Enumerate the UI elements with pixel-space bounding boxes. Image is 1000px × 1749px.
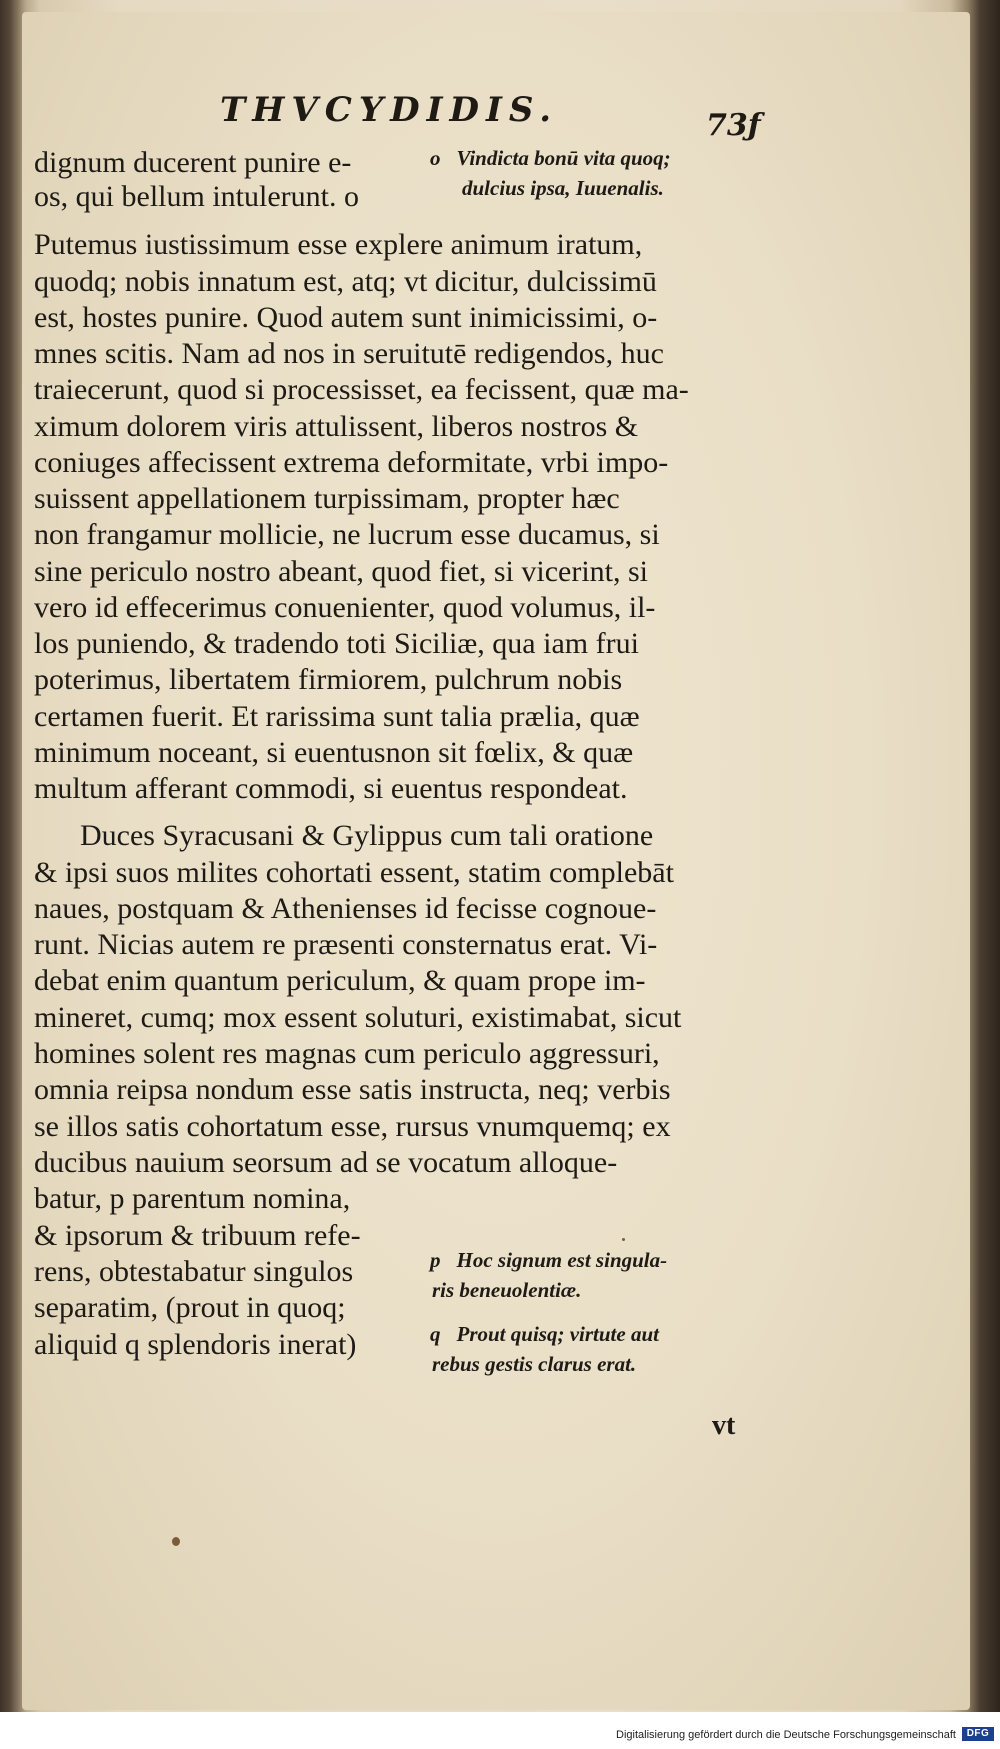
catchword: vt (712, 1410, 736, 1441)
text-line: runt. Nicias autem re præsenti consternatus erat. Vi- (34, 928, 658, 961)
text-line: suissent appellationem turpissimam, propter hæc (34, 482, 620, 515)
text-line: aliquid q splendoris inerat) (34, 1328, 357, 1361)
side-note-q-line1: q Prout quisq; virtute aut (430, 1322, 659, 1346)
text-line: minimum noceant, si euentusnon sit fœlix, & quæ (34, 736, 634, 769)
text-line: ximum dolorem viris attulissent, liberos nostros & (34, 410, 639, 443)
text-line: debat enim quantum periculum, & quam prope im- (34, 964, 646, 997)
text-line: & ipsorum & tribuum refe- (34, 1219, 361, 1252)
page-number: 73ƒ (706, 108, 761, 143)
text-line: quodq; nobis innatum est, atq; vt dicitur, dulcissimū (34, 265, 657, 298)
text-line: multum afferant commodi, si euentus respondeat. (34, 772, 628, 805)
text-line: separatim, (prout in quoq; (34, 1291, 346, 1324)
side-note-p-line1: p Hoc signum est singula- (430, 1248, 668, 1272)
dfg-logo: DFG (962, 1727, 994, 1741)
text-line: sine periculo nostro abeant, quod fiet, si vicerint, si (34, 555, 649, 588)
running-head: THVCYDIDIS. (220, 90, 559, 130)
side-note-o-line2: dulcius ipsa, Iuuenalis. (462, 176, 664, 200)
text-line: Putemus iustissimum esse explere animum iratum, (34, 228, 643, 261)
text-line: mnes scitis. Nam ad nos in seruitutē redigendos, huc (34, 337, 664, 370)
text-line: naues, postquam & Athenienses id fecisse cognoue- (34, 892, 657, 925)
side-note-p-line2: ris beneuolentiæ. (432, 1278, 582, 1302)
text-line: omnia reipsa nondum esse satis instructa, neq; verbis (34, 1073, 671, 1106)
text-line: poterimus, libertatem firmiorem, pulchrum nobis (34, 663, 623, 696)
side-note-q-line2: rebus gestis clarus erat. (432, 1352, 637, 1376)
text-line: non frangamur mollicie, ne lucrum esse ducamus, si (34, 518, 660, 551)
text-line: est, hostes punire. Quod autem sunt inimicissimi, o- (34, 301, 658, 334)
text-line: dignum ducerent punire e- (34, 146, 352, 179)
text-line: rens, obtestabatur singulos (34, 1255, 354, 1288)
text-line: certamen fuerit. Et rarissima sunt talia prælia, quæ (34, 700, 640, 733)
text-line: traiecerunt, quod si processisset, ea fecissent, quæ ma- (34, 373, 689, 406)
text-line: mineret, cumq; mox essent soluturi, existimabat, sicut (34, 1001, 682, 1034)
footer-credit: Digitalisierung gefördert durch die Deutsche Forschungsgemeinschaft (616, 1729, 956, 1741)
page-stain (622, 1238, 625, 1241)
text-line: Duces Syracusani & Gylippus cum tali oratione (80, 819, 654, 852)
side-note-o-line1: o Vindicta bonū vita quoq; (430, 146, 671, 170)
text-line: los puniendo, & tradendo toti Siciliæ, qua iam frui (34, 627, 639, 660)
text-line: ducibus nauium seorsum ad se vocatum alloque- (34, 1146, 618, 1179)
text-line: vero id effecerimus conuenienter, quod volumus, il- (34, 591, 656, 624)
text-line: batur, p parentum nomina, (34, 1182, 351, 1215)
text-line: coniuges affecissent extrema deformitate, vrbi impo- (34, 446, 669, 479)
text-line: homines solent res magnas cum periculo aggressuri, (34, 1037, 660, 1070)
text-line: se illos satis cohortatum esse, rursus vnumquemq; ex (34, 1110, 671, 1143)
text-line: & ipsi suos milites cohortati essent, statim complebāt (34, 856, 674, 889)
page-stain (172, 1537, 180, 1546)
text-line: os, qui bellum intulerunt. o (34, 180, 359, 213)
